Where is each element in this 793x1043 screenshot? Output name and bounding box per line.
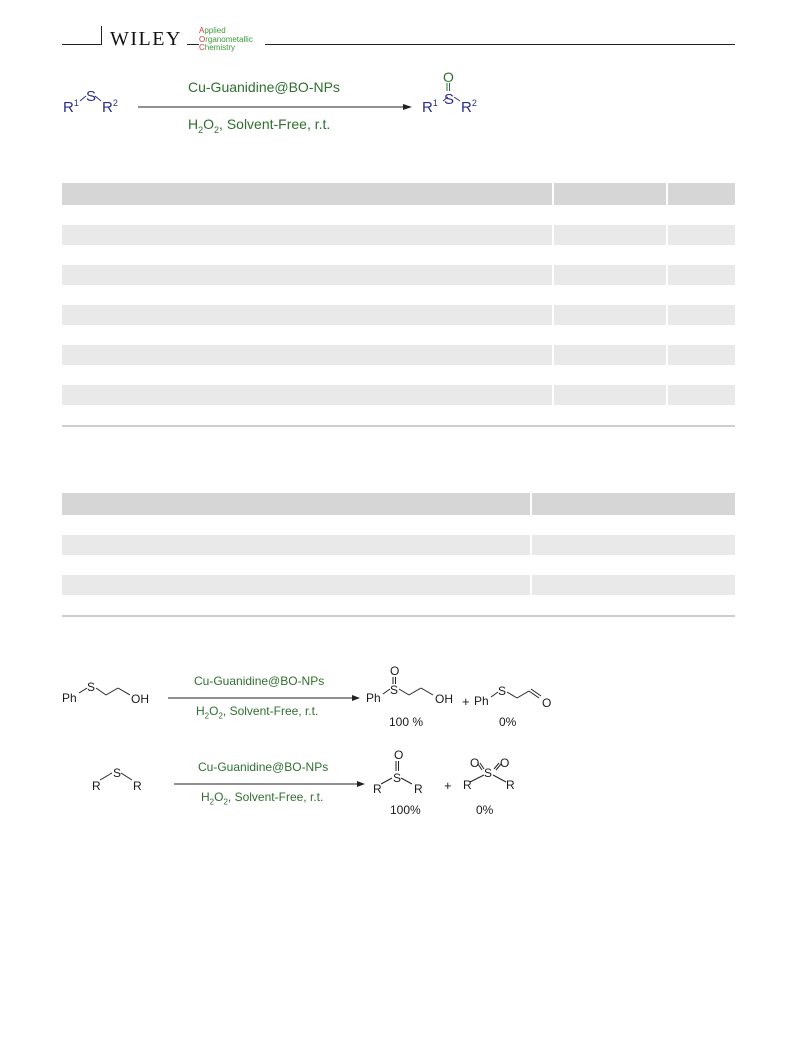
plus-sign: + — [444, 778, 452, 793]
product-2-yield: 0% — [499, 715, 517, 729]
product-2-r1: R — [463, 778, 472, 792]
product-1-r1: R — [373, 782, 382, 796]
product-2-r2: R — [506, 778, 515, 792]
reactant-oh: OH — [131, 692, 149, 706]
product-oxygen: O — [443, 69, 454, 85]
catalyst-label: Cu-Guanidine@BO-NPs — [188, 79, 340, 95]
publisher-logo: WILEY — [110, 28, 182, 50]
product-1-oxygen: O — [394, 748, 404, 762]
product-2-ph: Ph — [474, 694, 489, 708]
plus-sign: + — [462, 694, 470, 709]
product-sulfur: S — [444, 91, 455, 108]
product-1-oxygen: O — [390, 664, 400, 678]
journal-line-3: Chemistry — [199, 43, 236, 52]
journal-line-1: Applied — [199, 26, 226, 35]
reactant-r2: $R^2$ — [102, 98, 118, 116]
product-1-yield: 100 % — [389, 715, 424, 729]
product-2-sulfur: S — [484, 766, 493, 780]
product-1-yield: 100% — [390, 803, 421, 817]
product-1-oh: OH — [435, 692, 453, 706]
reactant-sulfur: S — [86, 88, 97, 105]
product-2-oxygen: O — [542, 696, 552, 710]
catalyst-label: Cu-Guanidine@BO-NPs — [194, 674, 325, 688]
product-r1: $R^1$ — [422, 98, 438, 116]
product-1-r2: R — [414, 782, 423, 796]
reactant-ph: Ph — [62, 691, 77, 705]
product-2-sulfur: S — [498, 684, 507, 698]
reactant-r2: R — [133, 779, 142, 793]
conditions-label: $H_2O_2$, Solvent-Free, r.t. — [201, 790, 324, 807]
catalyst-label: Cu-Guanidine@BO-NPs — [198, 760, 329, 774]
product-1-sulfur: S — [393, 771, 402, 785]
reactant-sulfur: S — [87, 680, 96, 694]
product-r2: $R^2$ — [461, 98, 477, 116]
reactant-sulfur: S — [113, 766, 122, 780]
product-2-oxygen-right: O — [500, 756, 510, 770]
product-2-oxygen-left: O — [470, 756, 480, 770]
reactant-r1: R — [92, 779, 101, 793]
product-2-yield: 0% — [476, 803, 494, 817]
reactant-r1: $R^1$ — [63, 98, 79, 116]
conditions-label: $H_2O_2$, Solvent-Free, r.t. — [196, 704, 319, 721]
product-1-ph: Ph — [366, 691, 381, 705]
journal-line-2: Organometallic — [199, 34, 253, 44]
conditions-label: $H_2O_2$, Solvent-Free, r.t. — [188, 116, 331, 135]
product-1-sulfur: S — [390, 683, 399, 697]
